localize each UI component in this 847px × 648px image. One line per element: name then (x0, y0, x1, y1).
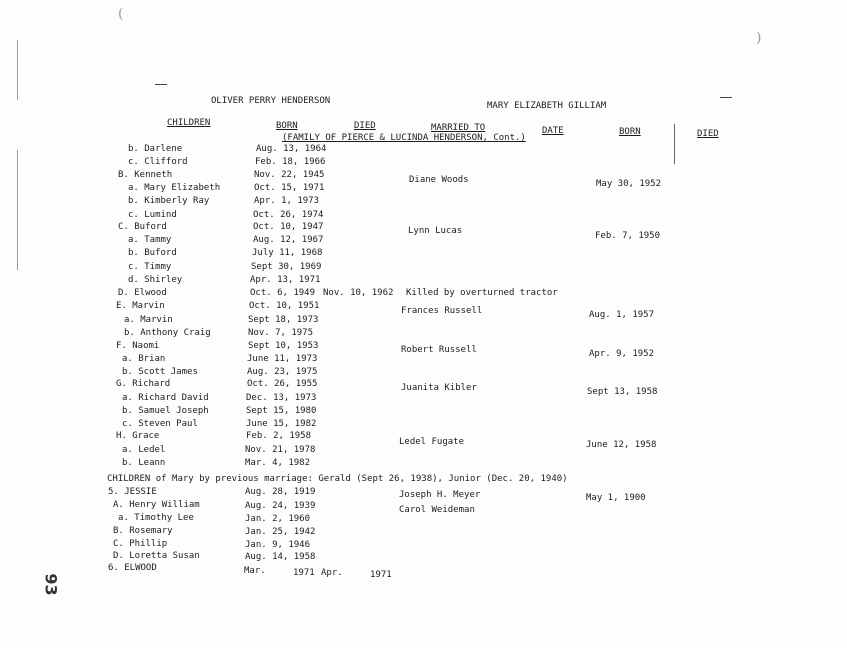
child-born: Aug. 12, 1967 (253, 235, 324, 245)
child-name: a. Ledel (122, 445, 166, 455)
spouse-born: Apr. 9, 1952 (589, 349, 655, 359)
jessie-child-born: Jan. 25, 1942 (245, 527, 316, 537)
jessie-spouse: Joseph H. Meyer (399, 490, 481, 500)
child-born: Aug. 13, 1964 (256, 144, 327, 154)
scan-rule (674, 124, 675, 164)
child-name: a. Brian (122, 354, 166, 364)
col-married-to: MARRIED TO (431, 123, 486, 133)
child-born: Aug. 23, 1975 (247, 367, 318, 377)
col-died-2: DIED (697, 129, 719, 139)
child-born: Oct. 15, 1971 (254, 183, 325, 193)
jessie-child-born: Aug. 14, 1958 (245, 552, 316, 562)
child-name: D. Elwood (118, 288, 167, 298)
jessie-child-born: Jan. 2, 1960 (245, 514, 311, 524)
child-name: b. Darlene (128, 144, 183, 154)
scan-dash (720, 97, 732, 98)
col-date: DATE (542, 126, 564, 136)
child-born: Nov. 7, 1975 (248, 328, 314, 338)
child-born: Nov. 22, 1945 (254, 170, 325, 180)
elwood-born-year: 1971 (293, 568, 315, 578)
child-name: F. Naomi (116, 341, 160, 351)
spouse-name: Robert Russell (401, 345, 477, 355)
child-born: July 11, 1968 (252, 248, 323, 258)
scan-artifact: ( (118, 6, 124, 22)
child-name: b. Scott James (122, 367, 198, 377)
child-name: E. Marvin (116, 301, 165, 311)
col-children: CHILDREN (167, 118, 211, 128)
child-born: Feb. 18, 1966 (255, 157, 326, 167)
scan-edge-line (17, 40, 18, 100)
scan-dash (155, 84, 167, 85)
child-born: Oct. 26, 1955 (247, 379, 318, 389)
child-born: Sept 10, 1953 (248, 341, 319, 351)
elwood-died-year: 1971 (370, 570, 392, 580)
child-born: Oct. 10, 1947 (253, 222, 324, 232)
spouse-born: Sept 13, 1958 (587, 387, 658, 397)
child-born: Nov. 21, 1978 (245, 445, 316, 455)
jessie-child-spouse: Carol Weideman (399, 505, 475, 515)
child-name: G. Richard (116, 379, 171, 389)
jessie-spouse-born: May 1, 1900 (586, 493, 646, 503)
child-name: B. Kenneth (118, 170, 173, 180)
spouse-born: June 12, 1958 (586, 440, 657, 450)
child-name: a. Mary Elizabeth (128, 183, 221, 193)
child-name: a. Marvin (124, 315, 173, 325)
header-left-name: OLIVER PERRY HENDERSON (211, 96, 331, 106)
child-born: Oct. 26, 1974 (253, 210, 324, 220)
spouse-born: Feb. 7, 1950 (595, 231, 661, 241)
child-name: C. Buford (118, 222, 167, 232)
previous-marriage-line: CHILDREN of Mary by previous marriage: Gerald (Sept 26, 1938), Junior (Dec. 20, 1940) (107, 474, 568, 484)
jessie-child-name: B. Rosemary (113, 526, 173, 536)
jessie-child-born: Aug. 24, 1939 (245, 501, 316, 511)
spouse-name: Frances Russell (401, 306, 483, 316)
spouse-name: Lynn Lucas (408, 226, 463, 236)
child-born: Sept 18, 1973 (248, 315, 319, 325)
child-born: Sept 15, 1980 (246, 406, 317, 416)
child-name: a. Tammy (128, 235, 172, 245)
child-name: H. Grace (116, 431, 160, 441)
elwood-born-month: Mar. (244, 566, 266, 576)
child-born: Mar. 4, 1982 (245, 458, 311, 468)
child-born: Oct. 6, 1949 (250, 288, 316, 298)
child-born: Apr. 13, 1971 (250, 275, 321, 285)
child-name: b. Leann (122, 458, 166, 468)
child-name: b. Kimberly Ray (128, 196, 210, 206)
child-name: a. Richard David (122, 393, 209, 403)
jessie-name: 5. JESSIE (108, 487, 157, 497)
child-born: Sept 30, 1969 (251, 262, 322, 272)
child-name: c. Timmy (128, 262, 172, 272)
elwood-name: 6. ELWOOD (108, 563, 157, 573)
jessie-born: Aug. 28, 1919 (245, 487, 316, 497)
child-note: Killed by overturned tractor (406, 288, 558, 298)
child-name: c. Clifford (128, 157, 188, 167)
spouse-name: Juanita Kibler (401, 383, 477, 393)
child-born: Apr. 1, 1973 (254, 196, 320, 206)
elwood-died-month: Apr. (321, 568, 343, 578)
jessie-child-born: Jan. 9, 1946 (245, 540, 311, 550)
child-born: June 11, 1973 (247, 354, 318, 364)
jessie-child-name: D. Loretta Susan (113, 551, 200, 561)
spouse-name: Diane Woods (409, 175, 469, 185)
child-name: b. Anthony Craig (124, 328, 211, 338)
jessie-child-name: C. Phillip (113, 539, 168, 549)
child-name: d. Shirley (128, 275, 183, 285)
child-name: b. Samuel Joseph (122, 406, 209, 416)
col-died: DIED (354, 121, 376, 131)
jessie-child-name: a. Timothy Lee (118, 513, 194, 523)
spouse-name: Ledel Fugate (399, 437, 465, 447)
child-name: b. Buford (128, 248, 177, 258)
col-born-2: BORN (619, 127, 641, 137)
family-note: (FAMILY OF PIERCE & LUCINDA HENDERSON, Cont.) (282, 133, 526, 143)
spouse-born: May 30, 1952 (596, 179, 662, 189)
child-born: June 15, 1982 (246, 419, 317, 429)
child-born: Dec. 13, 1973 (246, 393, 317, 403)
child-born: Oct. 10, 1951 (249, 301, 320, 311)
col-born: BORN (276, 121, 298, 131)
header-right-name: MARY ELIZABETH GILLIAM (487, 101, 607, 111)
child-name: c. Lumind (128, 210, 177, 220)
page-number: 93 (41, 573, 61, 596)
scan-edge-line (17, 150, 18, 270)
child-name: c. Steven Paul (122, 419, 198, 429)
scan-artifact: ) (756, 30, 762, 46)
jessie-child-name: A. Henry William (113, 500, 200, 510)
child-born: Feb. 2, 1958 (246, 431, 312, 441)
child-died: Nov. 10, 1962 (323, 288, 394, 298)
spouse-born: Aug. 1, 1957 (589, 310, 655, 320)
